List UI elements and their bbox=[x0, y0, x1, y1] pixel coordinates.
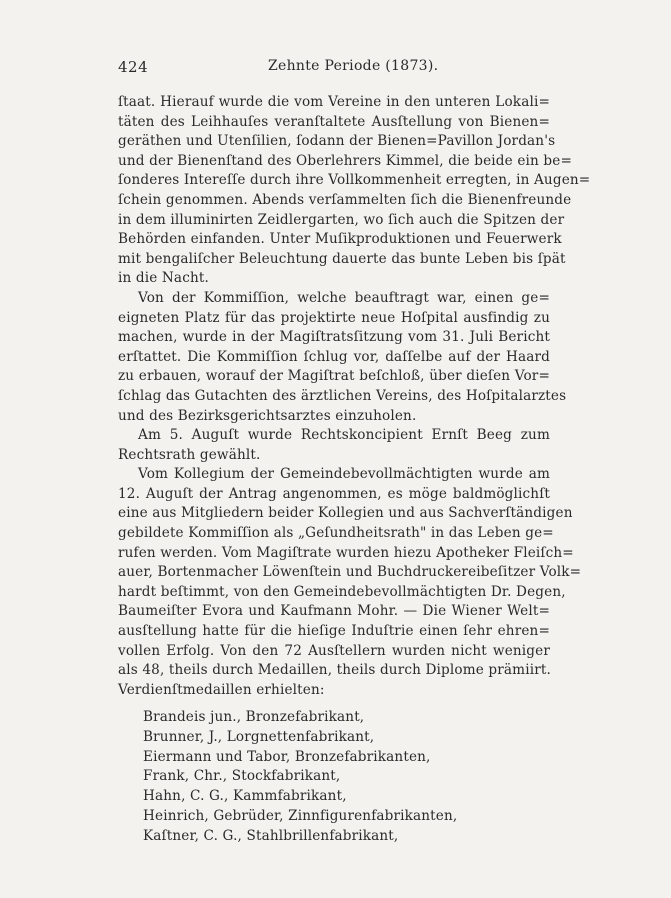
page-header bbox=[118, 58, 550, 80]
text-line: zu erbauen, worauf der Magiſtrat beſchloß, über dieſen Vor= bbox=[118, 368, 550, 385]
text-line: 12. Auguſt der Antrag angenommen, es möge baldmöglichſt bbox=[118, 485, 550, 502]
text-line: auer, Bortenmacher Löwenſtein und Buchdruckereibeſitzer Volk= bbox=[118, 564, 582, 581]
text-line: hardt beſtimmt, von den Gemeindebevollmächtigten Dr. Degen, bbox=[118, 583, 566, 600]
list-item: Brandeis jun., Bronzefabrikant, bbox=[143, 709, 365, 725]
text-line: in die Nacht. bbox=[118, 270, 209, 287]
list-item: Frank, Chr., Stockfabrikant, bbox=[143, 768, 341, 785]
text-line: Verdienſtmedaillen erhielten: bbox=[118, 681, 325, 698]
body-text bbox=[118, 93, 591, 700]
list-item: Eiermann und Tabor, Bronzefabrikanten, bbox=[143, 748, 431, 765]
text-line: gebildete Kommiſſion als „Geſundheitsrath" in das Leben ge= bbox=[118, 525, 554, 542]
text-line: und des Bezirksgerichtsarztes einzuholen. bbox=[118, 407, 417, 424]
text-line: geräthen und Utenſilien, ſodann der Bienen=Pavillon Jordan's bbox=[118, 133, 556, 150]
text-line: Am 5. Auguſt wurde Rechtskoncipient Ernſt Beeg zum bbox=[138, 427, 550, 444]
text-line: Baumeiſter Evora und Kaufmann Mohr. — Die Wiener Welt= bbox=[118, 603, 550, 620]
medal-recipients-list bbox=[143, 708, 543, 847]
text-line: vollen Erfolg. Von den 72 Ausſtellern wurden nicht weniger bbox=[118, 642, 550, 659]
text-line: in dem illuminirten Zeidlergarten, wo ſich auch die Spitzen der bbox=[118, 211, 565, 228]
text-line: machen, wurde in der Magiſtratsſitzung vom 31. Juli Bericht bbox=[118, 329, 550, 346]
list-item: Brunner, J., Lorgnettenfabrikant, bbox=[143, 728, 375, 745]
text-line: Von der Kommiſſion, welche beauftragt war, einen ge= bbox=[138, 289, 550, 306]
text-line: eine aus Mitgliedern beider Kollegien und aus Sachverſtändigen bbox=[118, 505, 573, 522]
text-line: und der Bienenſtand des Oberlehrers Kimmel, die beide ein be= bbox=[118, 152, 572, 169]
list-item: Kaſtner, C. G., Stahlbrillenfabrikant, bbox=[143, 827, 399, 844]
text-line: ſchein genommen. Abends verſammelten ſich die Bienenfreunde bbox=[118, 191, 572, 208]
running-head: Zehnte Periode (1873). bbox=[268, 58, 439, 74]
text-line: mit bengaliſcher Beleuchtung dauerte das bunte Leben bis ſpät bbox=[118, 250, 566, 267]
text-line: eigneten Platz für das projektirte neue Hoſpital ausfindig zu bbox=[118, 309, 550, 326]
text-line: ſtaat. Hierauf wurde die vom Vereine in den unteren Lokali= bbox=[118, 94, 550, 110]
text-line: erſtattet. Die Kommiſſion ſchlug vor, daſſelbe auf der Haard bbox=[118, 348, 550, 365]
text-line: täten des Leihhauſes veranſtaltete Ausſtellung von Bienen= bbox=[118, 113, 550, 130]
list-item: Heinrich, Gebrüder, Zinnfigurenfabrikanten, bbox=[143, 807, 458, 824]
page-number: 424 bbox=[118, 58, 149, 76]
text-line: ſchlag das Gutachten des ärztlichen Vereins, des Hoſpitalarztes bbox=[118, 387, 567, 404]
text-line: rufen werden. Vom Magiſtrate wurden hiezu Apotheker Fleiſch= bbox=[118, 544, 574, 561]
text-line: Behörden einfanden. Unter Muſikproduktionen und Feuerwerk bbox=[118, 231, 562, 248]
list-item: Hahn, C. G., Kammfabrikant, bbox=[143, 788, 347, 805]
text-line: ausſtellung hatte für die hieſige Induſtrie einen ſehr ehren= bbox=[118, 623, 550, 640]
text-line: Rechtsrath gewählt. bbox=[118, 446, 261, 463]
text-line: ſonderes Intereſſe durch ihre Vollkommenheit erregten, in Augen= bbox=[118, 172, 591, 189]
text-line: als 48, theils durch Medaillen, theils durch Diplome prämiirt. bbox=[118, 662, 551, 679]
text-line: Vom Kollegium der Gemeindebevollmächtigten wurde am bbox=[138, 466, 550, 483]
